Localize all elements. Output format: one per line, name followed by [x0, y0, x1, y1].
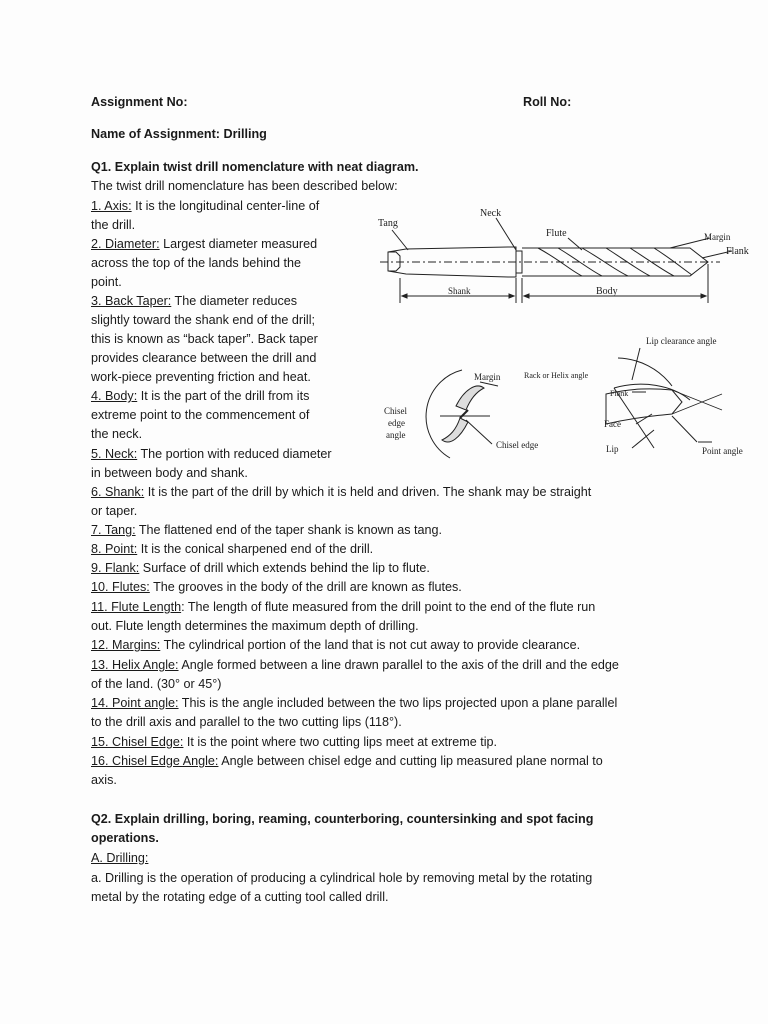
nomenclature-item [91, 598, 595, 617]
q2-title: Explain drilling, boring, reaming, counterboring, countersinking and spot facing [111, 812, 594, 826]
rake-helix-label: Rack or Helix angle [524, 371, 589, 380]
upper-lip-shape [456, 386, 484, 410]
margin-leader [480, 382, 498, 386]
chisel-edge-angle-label: edge [388, 418, 405, 428]
body-label: Body [596, 286, 618, 297]
extension-lines [400, 264, 708, 303]
point-angle-label: Point angle [702, 446, 743, 456]
item-text: extreme point to the commencement of [91, 408, 310, 422]
item-term: 12. Margins: [91, 638, 161, 652]
item-text: point. [91, 275, 122, 289]
margin-label: Margin [704, 232, 731, 242]
point-angle-diagram [522, 330, 766, 460]
item-term: 10. Flutes: [91, 580, 150, 594]
lip-clearance-arc [618, 358, 672, 386]
item-text: the neck. [91, 427, 143, 441]
item-term: 14. Point angle: [91, 696, 179, 710]
item-term: 6. Shank: [91, 485, 145, 499]
assignment-name: Name of Assignment: Drilling [91, 127, 267, 141]
item-text: or taper. [91, 504, 138, 518]
nomenclature-item [91, 483, 591, 502]
q2-label: Q2. [91, 812, 112, 826]
item-text: Angle between chisel edge and cutting lip measured plane normal to [218, 754, 603, 768]
point-construction-lines [672, 390, 722, 414]
section-a-heading: A. Drilling: [91, 851, 149, 865]
item-term: 16. Chisel Edge Angle: [91, 754, 219, 768]
point-angle-leader [672, 416, 697, 442]
nomenclature-item [91, 656, 619, 675]
lower-lip-shape [442, 418, 468, 442]
assignment-no-label: Assignment No: [91, 95, 188, 109]
item-term: 11. Flute Length [91, 600, 182, 614]
nomenclature-item [91, 521, 442, 540]
item-text: This is the angle included between the two lips projected upon a plane parallel [178, 696, 618, 710]
item-text: Largest diameter measured [159, 237, 318, 251]
q2-heading [91, 810, 593, 829]
item-text: slightly toward the shank end of the drill; [91, 313, 316, 327]
nomenclature-item [91, 540, 373, 559]
nomenclature-item [91, 578, 462, 597]
item-text: The diameter reduces [171, 294, 298, 308]
item-text: the drill. [91, 218, 136, 232]
item-text: It is the part of the drill by which it is held and driven. The shank may be straight [144, 485, 592, 499]
item-text: of the land. (30° or 45°) [91, 677, 222, 691]
item-term: 8. Point: [91, 542, 138, 556]
item-text: work-piece preventing friction and heat. [91, 370, 311, 384]
lip-clearance-label: Lip clearance angle [646, 336, 717, 346]
item-text: in between body and shank. [91, 466, 248, 480]
nomenclature-item [91, 559, 430, 578]
q1-heading [91, 158, 419, 177]
chisel-edge-leader [466, 420, 492, 444]
twist-drill-diagram [370, 200, 766, 315]
item-term: 3. Back Taper: [91, 294, 172, 308]
roll-no-label: Roll No: [523, 95, 572, 109]
item-text: provides clearance between the drill and [91, 351, 317, 365]
face-leader [636, 414, 652, 424]
item-text: It is the conical sharpened end of the drill. [137, 542, 374, 556]
neck-leader [496, 218, 516, 250]
flute-label: Flute [546, 228, 567, 239]
q1-title: Explain twist drill nomenclature with neat diagram. [111, 160, 419, 174]
item-text: to the drill axis and parallel to the two cutting lips (118°). [91, 715, 402, 729]
chisel-edge-angle-label: Chisel [384, 406, 408, 416]
item-text: axis. [91, 773, 117, 787]
tang-label: Tang [378, 218, 398, 229]
item-text: The cylindrical portion of the land that is not cut away to provide clearance. [160, 638, 581, 652]
nomenclature-item [91, 752, 603, 771]
flank-label-2: Flank [610, 389, 629, 398]
nomenclature-item [91, 292, 297, 311]
item-text: The flattened end of the taper shank is known as tang. [135, 523, 443, 537]
q2-title-cont: operations. [91, 831, 159, 845]
margin-label: Margin [474, 372, 501, 382]
item-text: across the top of the lands behind the [91, 256, 302, 270]
chisel-edge-label: Chisel edge [496, 440, 539, 450]
lip-clearance-leader [632, 348, 640, 380]
flank-label: Flank [726, 246, 749, 257]
drilling-para: a. Drilling is the operation of producing a cylindrical hole by removing metal by the rotating [91, 871, 593, 885]
nomenclature-item [91, 387, 309, 406]
neck-label: Neck [480, 208, 502, 219]
item-term: 15. Chisel Edge: [91, 735, 184, 749]
nomenclature-item [91, 445, 332, 464]
item-term: 9. Flank: [91, 561, 140, 575]
nomenclature-item [91, 733, 497, 752]
item-text: It is the point where two cutting lips meet at extreme tip. [183, 735, 498, 749]
drilling-para: metal by the rotating edge of a cutting tool called drill. [91, 890, 389, 904]
item-term: 2. Diameter: [91, 237, 160, 251]
chisel-edge-angle-arc [426, 370, 462, 458]
item-text: The grooves in the body of the drill are known as flutes. [149, 580, 462, 594]
item-term: 7. Tang: [91, 523, 136, 537]
nomenclature-item [91, 197, 319, 216]
chisel-edge-line [460, 410, 468, 418]
item-text: this is known as “back taper”. Back taper [91, 332, 318, 346]
nomenclature-item [91, 636, 580, 655]
shank-label: Shank [448, 286, 471, 296]
item-text: : The length of flute measured from the drill point to the end of the flute run [181, 600, 596, 614]
q1-label: Q1. [91, 160, 112, 174]
item-term: 5. Neck: [91, 447, 138, 461]
item-term: 1. Axis: [91, 199, 132, 213]
lip-label: Lip [606, 444, 619, 454]
lip-leader [632, 430, 654, 448]
item-text: The portion with reduced diameter [137, 447, 332, 461]
nomenclature-item [91, 694, 617, 713]
item-text: Angle formed between a line drawn parallel to the axis of the drill and the edge [178, 658, 619, 672]
q1-intro: The twist drill nomenclature has been described below: [91, 179, 398, 193]
item-text: out. Flute length determines the maximum depth of drilling. [91, 619, 419, 633]
item-term: 13. Helix Angle: [91, 658, 179, 672]
item-term: 4. Body: [91, 389, 138, 403]
face-label: Face [604, 419, 621, 429]
item-text: It is the part of the drill from its [137, 389, 310, 403]
item-text: Surface of drill which extends behind the lip to flute. [139, 561, 430, 575]
chisel-edge-angle-label: angle [386, 430, 406, 440]
item-text: It is the longitudinal center-line of [131, 199, 320, 213]
nomenclature-item [91, 235, 317, 254]
tang-leader [392, 230, 408, 250]
